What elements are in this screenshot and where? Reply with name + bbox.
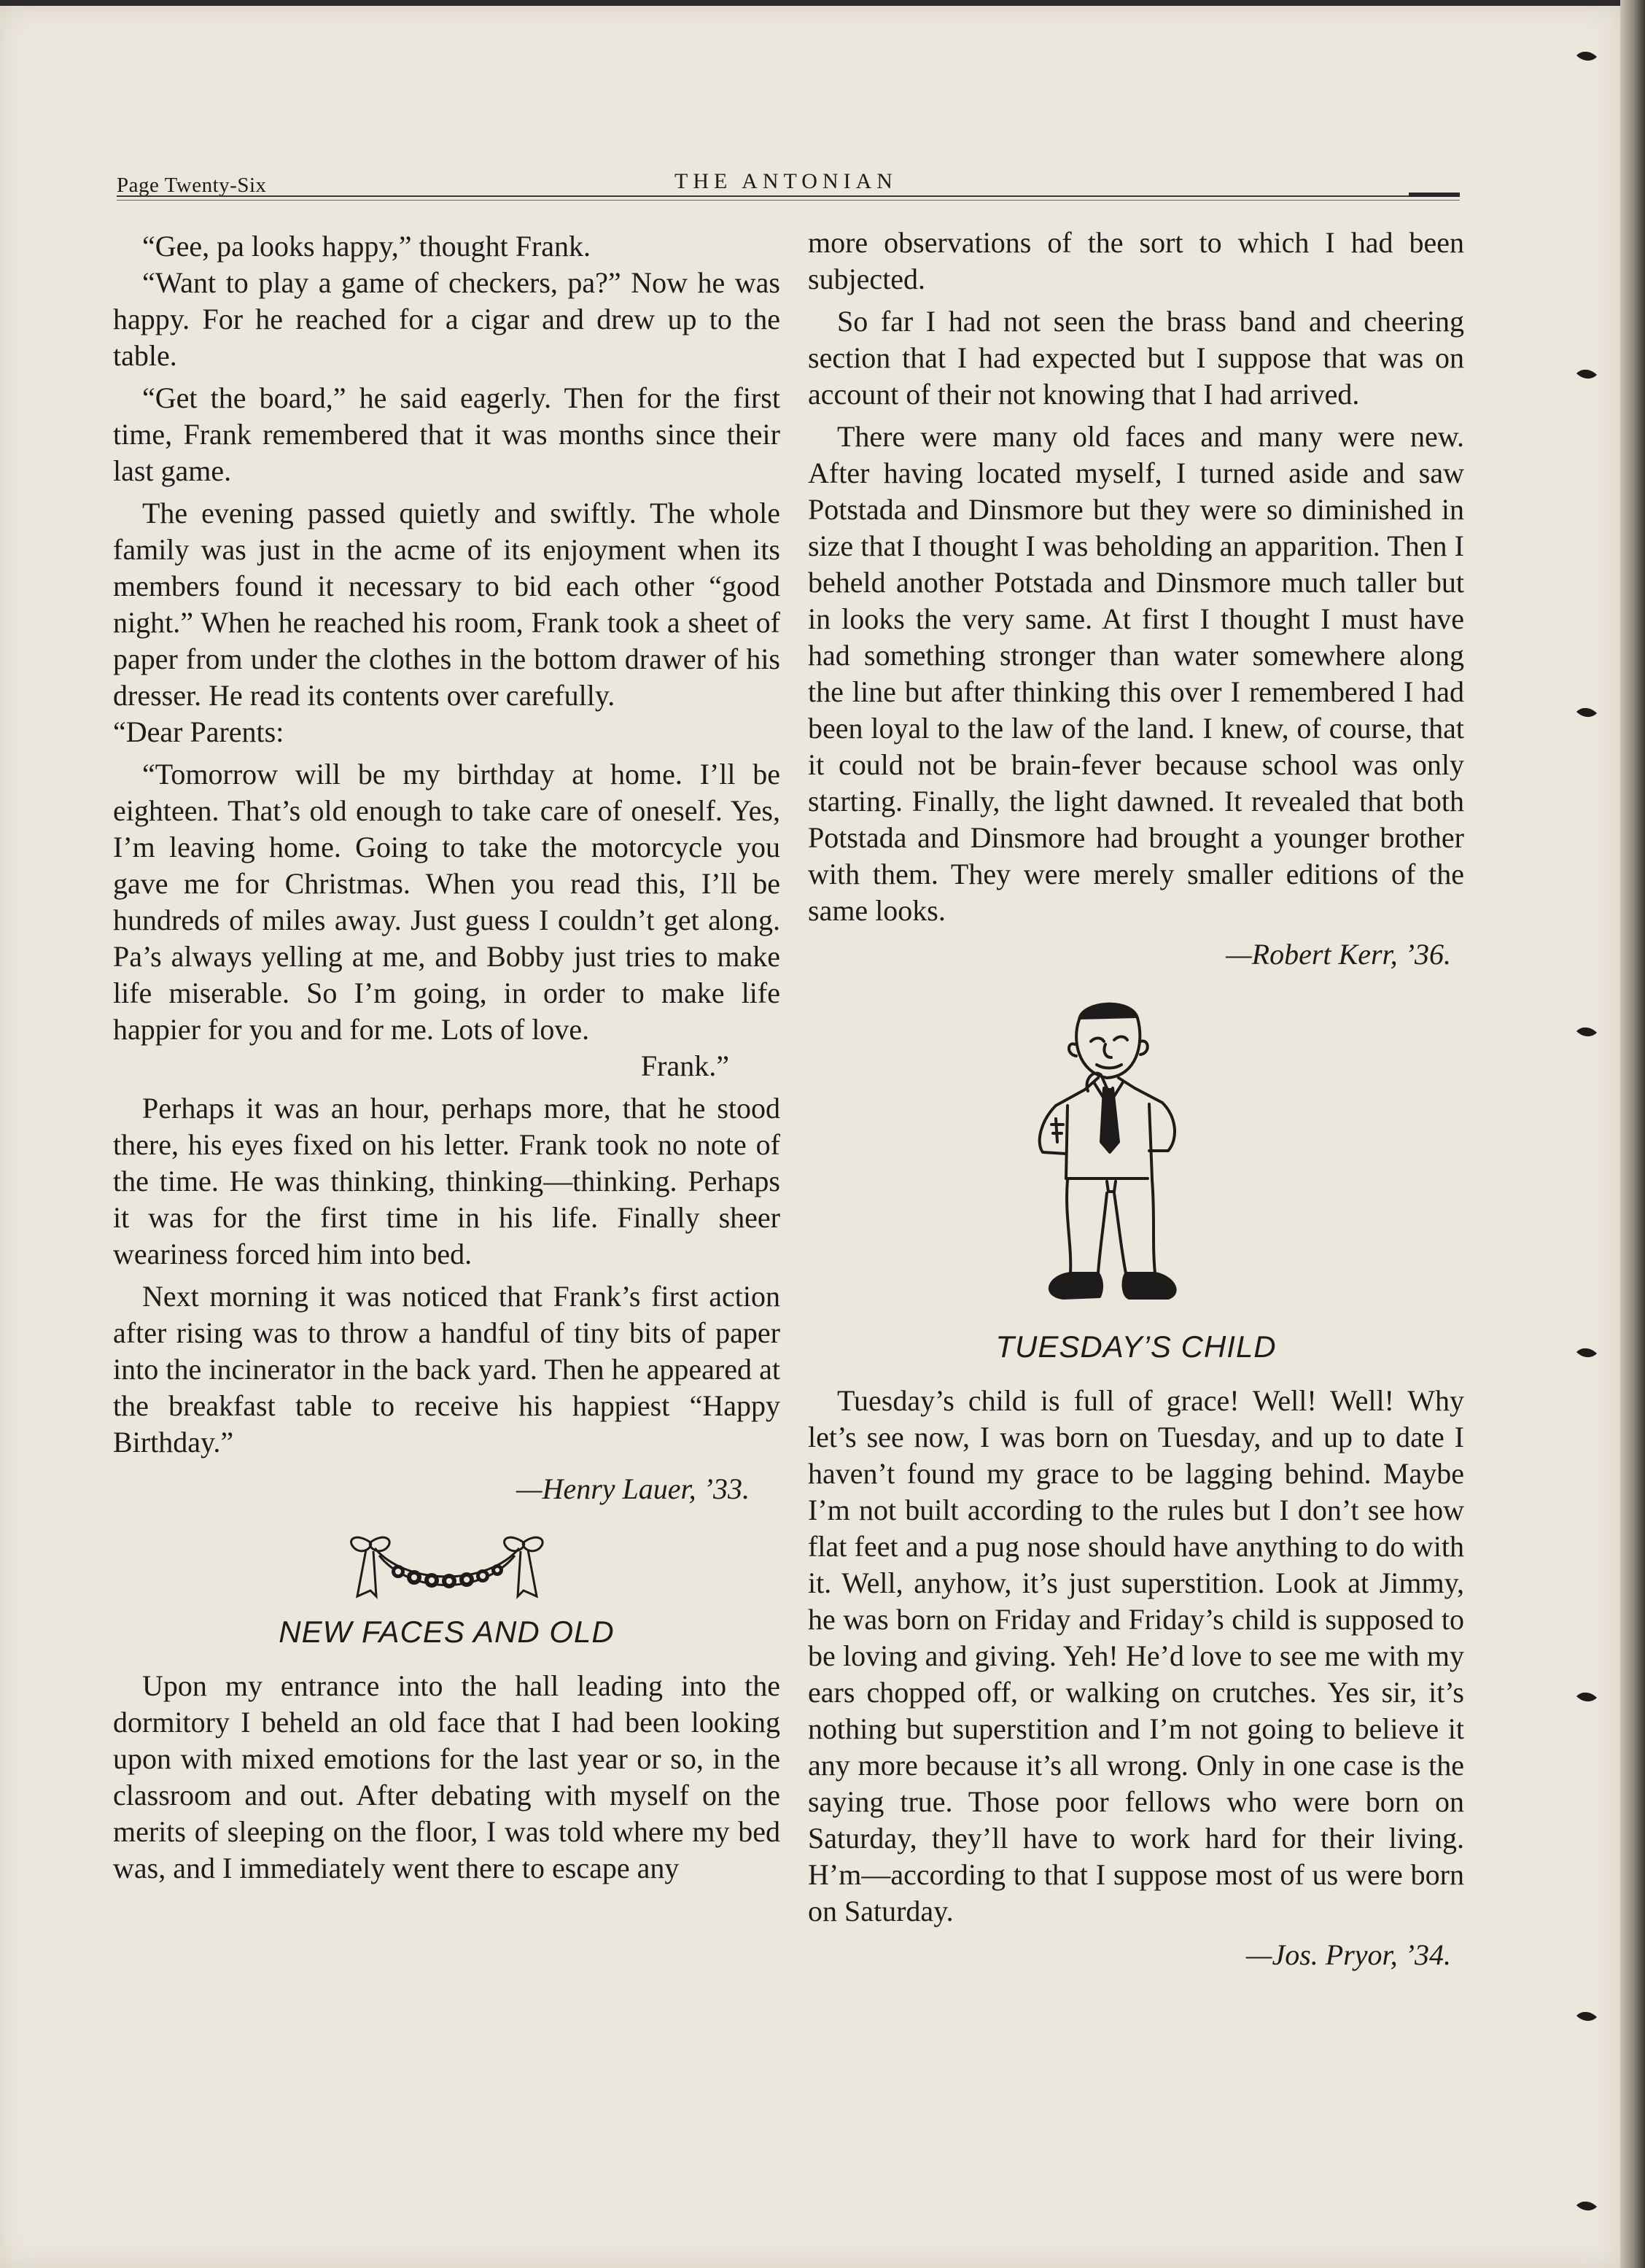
cartoon-boy-illustration xyxy=(1012,996,1202,1317)
letter-body: “Tomorrow will be my birthday at home. I’ll be eighteen. That’s old enough to take care of oneself. Yes, I’m leaving home. Going to take the motorcycle you gave me for Christmas. When you read this, I’ll be hundreds of miles away. Just guess I couldn’t get along. Pa’s always yelling at me, and Bobby just tries to make life miserable. So I’m going, in order to make life happier for you and for me. Lots of love. xyxy=(113,758,780,1046)
section-title: TUESDAY’S CHILD xyxy=(995,1329,1277,1364)
author-signature: —Robert Kerr, ’36. xyxy=(1226,938,1451,971)
binding-mark xyxy=(1575,2198,1604,2214)
author-signature: —Henry Lauer, ’33. xyxy=(516,1472,750,1505)
binding-mark xyxy=(1575,1345,1604,1361)
binding-mark xyxy=(1575,1024,1604,1040)
binding-mark xyxy=(1575,704,1604,721)
binding-mark xyxy=(1575,1689,1604,1705)
page-number: Page Twenty-Six xyxy=(117,174,267,197)
paragraph: There were many old faces and many were new. After having located myself, I turned aside and saw Potstada and Dinsmore but they were so diminished in size that I thought I was beholding an apparition. Then I beheld another Potstada and Dinsmore much taller but in looks the very same. At first I thought I must have had something stronger than water somewhere along the line but after thinking this over I remembered I had been loyal to the law of the land. I knew, of course, that it could not be brain-fever because school was only starting. Finally, the light dawned. It revealed that both Potstada and Dinsmore had brought a younger brother with them. They were merely smaller editions of the same looks. xyxy=(808,420,1464,927)
paragraph: The evening passed quietly and swiftly. The whole family was just in the acme of its enjoyment when its members found it necessary to bid each other “good night.” When he reached his room, Frank took a sheet of paper from under the clothes in the bottom drawer of his dresser. He read its contents over carefully. xyxy=(113,497,780,712)
header-rule-thin xyxy=(117,200,1460,201)
paragraph: more observations of the sort to which I had been subjected. xyxy=(808,226,1464,295)
paragraph: So far I had not seen the brass band and cheering section that I had expected but I suppose that was on account of their not knowing that I had arrived. xyxy=(808,305,1464,411)
letter-closing: Frank.” xyxy=(640,1049,729,1082)
page-header xyxy=(117,171,1460,200)
ribbon-garland-ornament xyxy=(341,1529,553,1602)
magazine-title: THE ANTONIAN xyxy=(674,169,898,193)
section-title: NEW FACES AND OLD xyxy=(279,1615,615,1649)
paragraph: “Gee, pa looks happy,” thought Frank. xyxy=(142,230,591,263)
paragraph: Upon my entrance into the hall leading into the dormitory I beheld an old face that I had been looking upon with mixed emotions for the last year or so, in the classroom and out. After debating with myself on the merits of sleeping on the floor, I was told where my bed was, and I immediately went there to escape any xyxy=(113,1669,780,1884)
left-column xyxy=(113,228,780,1887)
binding-mark xyxy=(1575,366,1604,382)
author-signature: —Jos. Pryor, ’34. xyxy=(1245,1938,1451,1971)
letter-salutation: “Dear Parents: xyxy=(113,715,284,748)
header-rule-end xyxy=(1409,193,1460,197)
paragraph: Perhaps it was an hour, perhaps more, that he stood there, his eyes fixed on his letter. Frank took no note of the time. He was thinking, thinking—thinking. Perhaps it was for the first time in his life. Finally sheer weariness forced him into bed. xyxy=(113,1092,780,1270)
right-column xyxy=(808,225,1464,1973)
paragraph: Tuesday’s child is full of grace! Well! Well! Why let’s see now, I was born on Tuesday, and up to date I haven’t found my grace to be lagging behind. Maybe I’m not built according to the rules but I don’t see how flat feet and a pug nose should have anything to do with it. Well, anyhow, it’s just superstition. Look at Jimmy, he was born on Friday and Friday’s child is supposed to be loving and giving. Yeh! He’d love to see me with my ears chopped off, or walking on crutches. Yes sir, it’s nothing but superstition and I’m not going to believe it any more because it’s all wrong. Only in one case is the saying true. Those poor fellows who were born on Saturday, they’ll have to work hard for their living. H’m—according to that I suppose most of us were born on Saturday. xyxy=(808,1384,1464,1927)
paragraph: “Want to play a game of checkers, pa?” Now he was happy. For he reached for a cigar and drew up to the table. xyxy=(113,266,780,372)
binding-mark xyxy=(1575,48,1604,64)
header-rule xyxy=(117,195,1460,197)
paragraph: “Get the board,” he said eagerly. Then for the first time, Frank remembered that it was months since their last game. xyxy=(113,381,780,487)
magazine-page xyxy=(0,6,1620,2268)
page-edge-shadow xyxy=(1620,0,1645,2268)
paragraph: Next morning it was noticed that Frank’s first action after rising was to throw a handful of tiny bits of paper into the incinerator in the back yard. Then he appeared at the breakfast table to receive his happiest “Happy Birthday.” xyxy=(113,1280,780,1459)
binding-mark xyxy=(1575,2008,1604,2024)
